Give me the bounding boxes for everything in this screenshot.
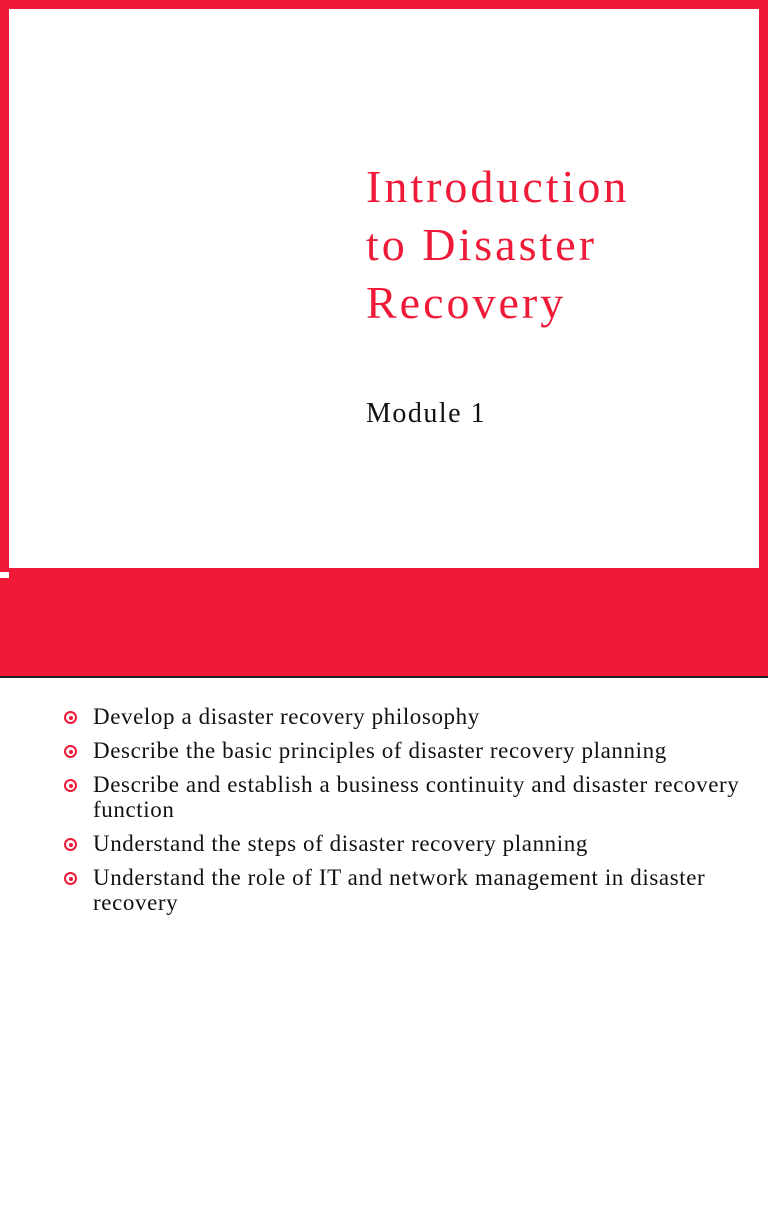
list-item xyxy=(64,738,744,763)
title-line: Recovery xyxy=(366,277,567,328)
heading-divider xyxy=(0,676,768,678)
objectives-list xyxy=(64,704,744,924)
section-heading: You Will Learn How To… xyxy=(66,1178,439,1217)
title-line: to Disaster xyxy=(366,219,598,270)
target-bullet-icon xyxy=(64,838,77,851)
target-bullet-icon xyxy=(64,745,77,758)
objective-text: Describe and establish a business continuity and disaster recovery function xyxy=(93,772,740,822)
module-label: Module 1 xyxy=(366,398,487,429)
list-item xyxy=(64,772,744,822)
title-line: Introduction xyxy=(366,161,630,212)
target-bullet-icon xyxy=(64,872,77,885)
list-item xyxy=(64,865,744,915)
slide-title xyxy=(366,158,746,332)
objective-text: Understand the role of IT and network management in disaster recovery xyxy=(93,865,706,915)
objective-text: Develop a disaster recovery philosophy xyxy=(93,704,480,729)
list-item xyxy=(64,831,744,856)
title-slide xyxy=(0,0,768,572)
target-bullet-icon xyxy=(64,711,77,724)
list-item xyxy=(64,704,744,729)
target-bullet-icon xyxy=(64,779,77,792)
objective-text: Describe the basic principles of disaster recovery planning xyxy=(93,738,667,763)
objective-text: Understand the steps of disaster recovery planning xyxy=(93,831,588,856)
